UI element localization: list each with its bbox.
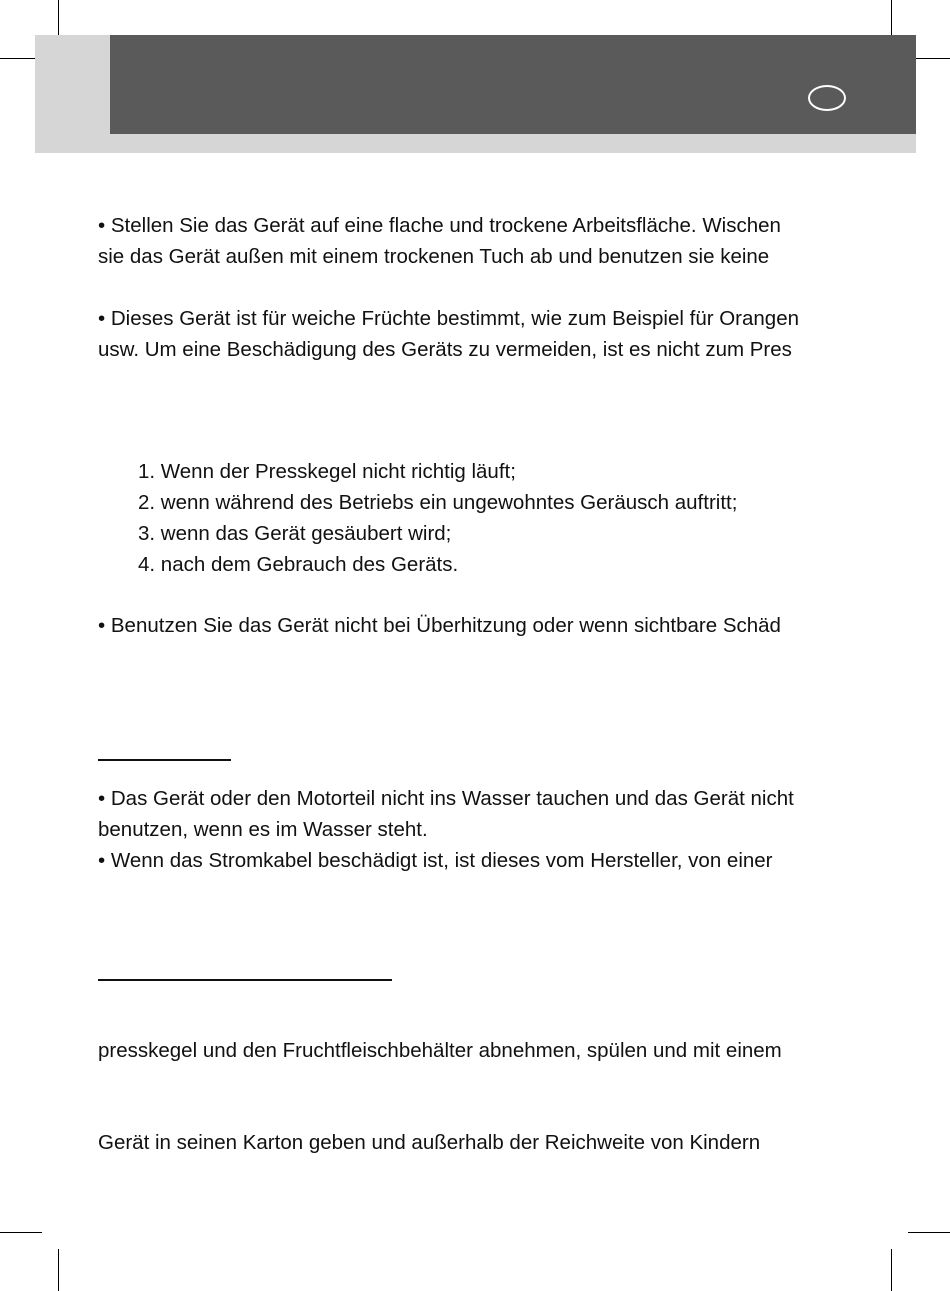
section-3-line-1: presskegel und den Fruchtfleischbehälter abnehmen, spülen und mit einem — [98, 1039, 782, 1062]
list-item: 4. nach dem Gebrauch des Geräts. — [138, 553, 459, 576]
section-3-line-2: Gerät in seinen Karton geben und außerhalb der Reichweite von Kindern — [98, 1131, 761, 1154]
list-item: 2. wenn während des Betriebs ein ungewohntes Geräusch auftritt; — [138, 491, 738, 514]
section-3-heading-underline — [98, 979, 392, 981]
section-2-line-2: benutzen, wenn es im Wasser steht. — [98, 818, 428, 841]
crop-mark — [58, 1249, 59, 1291]
section-2-line-1: • Das Gerät oder den Motorteil nicht ins Wasser tauchen und das Gerät nicht — [98, 787, 794, 810]
section-2-line-3: • Wenn das Stromkabel beschädigt ist, ist dieses vom Hersteller, von einer — [98, 849, 773, 872]
header-title-bar — [110, 35, 916, 134]
crop-mark — [0, 1232, 42, 1233]
language-badge-icon — [808, 85, 846, 111]
crop-mark — [891, 1249, 892, 1291]
paragraph-2-line-1: • Dieses Gerät ist für weiche Früchte bestimmt, wie zum Beispiel für Orangen — [98, 307, 800, 330]
section-2-heading-underline — [98, 759, 231, 761]
list-item: 3. wenn das Gerät gesäubert wird; — [138, 522, 452, 545]
paragraph-1-line-1: • Stellen Sie das Gerät auf eine flache und trockene Arbeitsfläche. Wischen — [98, 214, 781, 237]
list-item: 1. Wenn der Presskegel nicht richtig läuft; — [138, 460, 516, 483]
paragraph-1-line-2: sie das Gerät außen mit einem trockenen Tuch ab und benutzen sie keine — [98, 245, 770, 268]
crop-mark — [908, 1232, 950, 1233]
paragraph-3: • Benutzen Sie das Gerät nicht bei Überhitzung oder wenn sichtbare Schäd — [98, 614, 781, 637]
paragraph-2-line-2: usw. Um eine Beschädigung des Geräts zu vermeiden, ist es nicht zum Pres — [98, 338, 792, 361]
